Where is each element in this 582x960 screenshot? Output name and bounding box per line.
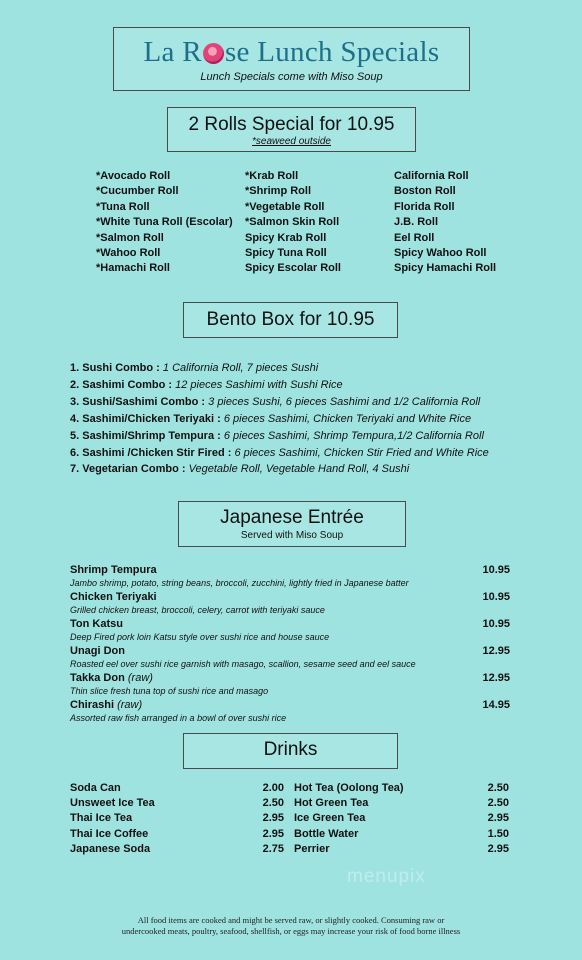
list-item xyxy=(70,564,510,591)
list-item: *Avocado Roll xyxy=(96,170,171,182)
list-item: J.B. Roll xyxy=(394,216,439,229)
list-item xyxy=(70,428,489,445)
entree-name xyxy=(70,645,510,658)
list-item xyxy=(70,394,489,411)
bento-item-name: 3. Sushi/Sashimi Combo : xyxy=(70,395,209,408)
entree-desc: Jambo shrimp, potato, string beans, broccoli, zucchini, lightly fried in Japanese batter xyxy=(70,578,409,588)
bento-item-name: 2. Sashimi Combo : xyxy=(70,378,176,391)
footer-line: All food items are cooked and might be served raw, or slightly cooked. Consuming raw or xyxy=(137,915,445,925)
list-item xyxy=(70,445,489,462)
rolls-special-title: 2 Rolls Special for 10.95 xyxy=(188,114,395,135)
list-item xyxy=(294,781,509,796)
list-item xyxy=(70,811,284,826)
entree-header xyxy=(178,501,406,547)
title-text-end: se Lunch Specials xyxy=(224,36,440,68)
entree-name-text: Chicken Teriyaki xyxy=(70,591,157,603)
list-item: *Tuna Roll xyxy=(96,200,150,213)
rolls-special-header xyxy=(167,107,416,152)
list-item xyxy=(70,618,510,645)
list-item: Spicy Wahoo Roll xyxy=(394,247,487,260)
drink-name: Japanese Soda xyxy=(70,842,151,855)
watermark: menupix xyxy=(347,866,426,887)
footer-line: undercooked meats, poultry, seafood, shellfish, or eggs may increase your risk of food borne illness xyxy=(121,926,461,936)
list-item: *Hamachi Roll xyxy=(96,262,170,275)
list-item: *Krab Roll xyxy=(245,170,299,182)
list-item: *Salmon Skin Roll xyxy=(245,216,340,229)
bento-item-desc: 6 pieces Sashimi, Shrimp Tempura,1/2 California Roll xyxy=(223,429,484,442)
drink-name: Thai Ice Coffee xyxy=(70,827,149,840)
list-item xyxy=(294,842,509,857)
drinks-header xyxy=(183,733,398,769)
bento-item-desc: 12 pieces Sashimi with Sushi Rice xyxy=(175,378,343,391)
entree-price: 12.95 xyxy=(482,645,510,657)
rose-icon xyxy=(203,43,224,64)
list-item xyxy=(70,411,489,428)
drink-price: 2.75 xyxy=(262,842,284,855)
entree-name-text: Shrimp Tempura xyxy=(70,564,157,576)
list-item: Boston Roll xyxy=(394,185,456,198)
roll-column-1 xyxy=(96,169,233,277)
list-item xyxy=(294,827,509,842)
drinks-column-left xyxy=(70,781,284,857)
page-title xyxy=(114,36,469,69)
list-item xyxy=(70,377,489,394)
entree-title: Japanese Entrée xyxy=(220,507,364,528)
raw-tag: (raw) xyxy=(117,699,143,711)
drink-name: Bottle Water xyxy=(294,827,359,840)
list-item: Spicy Krab Roll xyxy=(245,231,327,244)
entree-name-text: Chirashi xyxy=(70,699,118,711)
bento-item-name: 7. Vegetarian Combo : xyxy=(70,463,189,476)
roll-column-3 xyxy=(394,169,496,277)
drink-price: 2.95 xyxy=(487,812,509,825)
raw-tag: (raw) xyxy=(127,672,153,684)
list-item xyxy=(294,796,509,811)
entree-desc: Assorted raw fish arranged in a bowl of over sushi rice xyxy=(70,713,287,723)
drink-name: Unsweet Ice Tea xyxy=(70,797,155,810)
list-item xyxy=(70,461,489,478)
drink-price: 2.00 xyxy=(262,782,284,794)
list-item: *Vegetable Roll xyxy=(245,200,325,213)
drink-name: Ice Green Tea xyxy=(294,812,366,825)
entree-price: 12.95 xyxy=(482,672,510,684)
drink-name: Perrier xyxy=(294,842,330,855)
list-item xyxy=(70,796,284,811)
list-item xyxy=(70,699,510,726)
list-item: California Roll xyxy=(394,170,469,182)
drinks-title: Drinks xyxy=(263,739,318,760)
bento-item-desc: 1 California Roll, 7 pieces Sushi xyxy=(162,362,319,374)
drink-name: Hot Tea (Oolong Tea) xyxy=(294,782,404,794)
entree-name xyxy=(70,591,510,604)
page-subtitle: Lunch Specials come with Miso Soup xyxy=(200,71,383,83)
list-item: Spicy Hamachi Roll xyxy=(394,262,497,275)
bento-item-name: 1. Sushi Combo : xyxy=(70,362,163,374)
title-text-start: La R xyxy=(143,36,202,68)
entree-desc: Grilled chicken breast, broccoli, celery, carrot with teriyaki sauce xyxy=(70,605,325,615)
entree-desc: Deep Fired pork loin Katsu style over sushi rice and house sauce xyxy=(70,632,330,642)
entree-name xyxy=(70,672,510,685)
list-item xyxy=(70,781,284,796)
list-item xyxy=(70,827,284,842)
list-item: Eel Roll xyxy=(394,231,435,244)
title-box xyxy=(113,27,470,91)
entree-name-text: Ton Katsu xyxy=(70,618,123,630)
entree-name xyxy=(70,699,510,712)
bento-item-desc: Vegetable Roll, Vegetable Hand Roll, 4 Sushi xyxy=(188,463,410,476)
entree-name xyxy=(70,564,510,577)
bento-item-name: 5. Sashimi/Shrimp Tempura : xyxy=(70,429,224,442)
entree-desc: Roasted eel over sushi rice garnish with masago, scallion, sesame seed and eel sauce xyxy=(70,659,416,669)
bento-item-desc: 3 pieces Sushi, 6 pieces Sashimi and 1/2 California Roll xyxy=(208,395,481,408)
bento-item-name: 4. Sashimi/Chicken Teriyaki : xyxy=(70,412,224,425)
entree-name-text: Takka Don xyxy=(70,672,128,684)
rolls-special-note: *seaweed outside xyxy=(252,136,331,147)
drink-price: 2.50 xyxy=(262,797,284,810)
drink-price: 2.95 xyxy=(262,827,284,840)
entree-name xyxy=(70,618,510,631)
bento-item-desc: 6 pieces Sashimi, Chicken Stir Fried and White Rice xyxy=(234,446,489,459)
entree-list xyxy=(70,564,510,726)
bento-list xyxy=(70,360,489,478)
bento-box-header xyxy=(183,302,398,338)
list-item xyxy=(294,811,509,826)
entree-note: Served with Miso Soup xyxy=(240,530,344,541)
footer-disclaimer xyxy=(60,915,522,937)
bento-box-title: Bento Box for 10.95 xyxy=(206,309,375,330)
list-item: Spicy Escolar Roll xyxy=(245,262,341,275)
drink-price: 2.95 xyxy=(262,812,284,825)
drink-price: 2.50 xyxy=(487,782,509,794)
drink-price: 2.95 xyxy=(487,842,509,855)
list-item: Spicy Tuna Roll xyxy=(245,247,327,260)
list-item xyxy=(70,360,489,377)
drink-name: Hot Green Tea xyxy=(294,797,369,810)
list-item: *White Tuna Roll (Escolar) xyxy=(96,216,233,229)
drink-name: Soda Can xyxy=(70,782,121,794)
list-item: *Cucumber Roll xyxy=(96,185,179,198)
list-item: *Wahoo Roll xyxy=(96,247,161,260)
drinks-column-right xyxy=(294,781,509,857)
bento-item-name: 6. Sashimi /Chicken Stir Fired : xyxy=(70,446,235,459)
drink-name: Thai Ice Tea xyxy=(70,812,133,825)
bento-item-desc: 6 pieces Sashimi, Chicken Teriyaki and White Rice xyxy=(223,412,472,425)
list-item: *Shrimp Roll xyxy=(245,185,312,198)
entree-price: 10.95 xyxy=(482,564,510,576)
entree-price: 10.95 xyxy=(482,618,510,630)
list-item xyxy=(70,645,510,672)
list-item: Florida Roll xyxy=(394,200,455,213)
drink-price: 2.50 xyxy=(487,797,509,810)
entree-name-text: Unagi Don xyxy=(70,645,125,657)
entree-desc: Thin slice fresh tuna top of sushi rice and masago xyxy=(70,686,269,696)
roll-column-2 xyxy=(245,169,341,277)
list-item xyxy=(70,842,284,857)
drink-price: 1.50 xyxy=(487,827,509,840)
list-item xyxy=(70,591,510,618)
entree-price: 14.95 xyxy=(482,699,510,711)
entree-price: 10.95 xyxy=(482,591,510,603)
list-item: *Salmon Roll xyxy=(96,231,164,244)
list-item xyxy=(70,672,510,699)
